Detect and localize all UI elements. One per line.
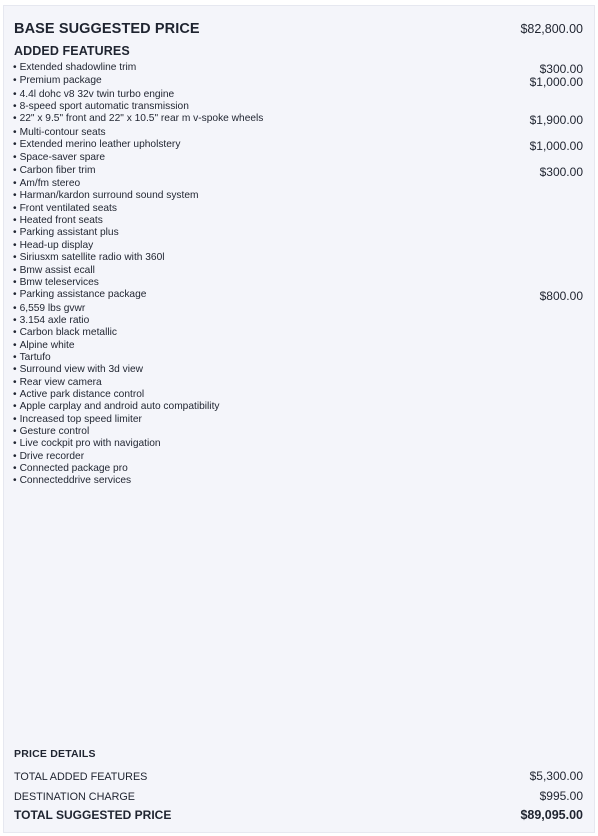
feature-item [13,364,583,376]
bullet-icon: • [13,388,17,400]
feature-name: 22" x 9.5" front and 22" x 10.5" rear m v-spoke wheels [19,113,264,125]
feature-name: Space-saver spare [19,152,106,164]
bullet-icon: • [13,438,17,450]
feature-name: Extended merino leather upholstery [19,139,181,151]
bullet-icon: • [13,190,17,202]
bullet-icon: • [13,376,17,388]
feature-name: 6,559 lbs gvwr [19,302,86,314]
feature-item [13,327,583,339]
feature-name: 3.154 axle ratio [19,314,90,326]
feature-name: Carbon black metallic [19,327,117,339]
bullet-icon: • [13,152,17,164]
feature-item [13,152,583,164]
feature-name: Connected package pro [19,463,128,474]
destination-charge-label: DESTINATION CHARGE [14,791,135,803]
feature-item [13,127,583,139]
base-price-value: $82,800.00 [520,22,583,36]
feature-item [13,190,583,202]
feature-item [13,289,583,302]
total-added-features-label: TOTAL ADDED FEATURES [14,771,148,783]
feature-name: Surround view with 3d view [19,364,144,376]
feature-price: $300.00 [539,62,583,76]
feature-item [13,401,583,413]
base-price-row [14,21,583,37]
feature-item [13,315,583,327]
bullet-icon: • [13,364,17,376]
feature-name: Live cockpit pro with navigation [19,438,161,450]
base-price-label: BASE SUGGESTED PRICE [14,21,200,37]
feature-name: Gesture control [19,425,90,437]
total-suggested-price-label: TOTAL SUGGESTED PRICE [14,808,172,822]
feature-name: Apple carplay and android auto compatibility [19,401,220,413]
feature-name: Parking assistance package [19,289,147,301]
feature-item [13,414,583,426]
feature-name: Bmw assist ecall [19,264,95,276]
bullet-icon: • [13,264,17,276]
feature-item [13,265,583,277]
bullet-icon: • [13,314,17,326]
feature-item [13,352,583,364]
feature-name: Parking assistant plus [19,227,119,239]
feature-name: 4.4l dohc v8 32v twin turbo engine [19,88,175,100]
feature-name: Drive recorder [19,450,85,462]
bullet-icon: • [13,227,17,239]
feature-item [13,113,583,126]
feature-item [13,101,583,113]
bullet-icon: • [13,450,17,462]
feature-item [13,139,583,152]
feature-item [13,438,583,450]
feature-item [13,89,583,101]
destination-charge-row [14,789,583,809]
feature-item [13,451,583,463]
feature-item [13,252,583,264]
feature-item [13,62,583,75]
feature-name: Front ventilated seats [19,202,117,214]
bullet-icon: • [13,413,17,425]
feature-price: $1,900.00 [529,113,583,128]
feature-name: Connecteddrive services [19,475,132,487]
price-details-title: PRICE DETAILS [14,748,96,760]
feature-item [13,215,583,227]
feature-item [13,75,583,88]
feature-name: Premium package [19,75,102,87]
bullet-icon: • [13,425,17,437]
bullet-icon: • [13,252,17,264]
bullet-icon: • [13,202,17,214]
feature-price: $800.00 [539,289,583,304]
feature-item [13,227,583,239]
bullet-icon: • [13,351,17,363]
feature-name: Heated front seats [19,215,103,227]
bullet-icon: • [13,113,17,125]
bullet-icon: • [13,239,17,251]
bullet-icon: • [13,302,17,314]
bullet-icon: • [13,101,17,113]
bullet-icon: • [13,215,17,227]
feature-name: Increased top speed limiter [19,413,142,425]
bullet-icon: • [13,164,17,176]
bullet-icon: • [13,62,17,73]
feature-name: Alpine white [19,339,75,351]
feature-price: $300.00 [539,164,583,179]
feature-price: $1,000.00 [529,75,583,90]
bullet-icon: • [13,475,17,487]
destination-charge-value: $995.00 [539,789,583,803]
feature-item [13,475,583,487]
feature-name: Active park distance control [19,388,145,400]
bullet-icon: • [13,463,17,474]
bullet-icon: • [13,276,17,288]
feature-item [13,377,583,389]
total-suggested-price-value: $89,095.00 [520,808,583,822]
feature-item [13,277,583,289]
feature-item [13,389,583,401]
total-added-features-value: $5,300.00 [529,769,583,783]
feature-name: Multi-contour seats [19,126,106,138]
feature-item [13,303,583,315]
bullet-icon: • [13,75,17,87]
feature-name: Carbon fiber trim [19,164,96,176]
price-sheet [3,5,595,833]
feature-item [13,165,583,178]
feature-item [13,203,583,215]
feature-name: Siriusxm satellite radio with 360l [19,252,165,264]
feature-name: Head-up display [19,239,94,251]
total-suggested-price-row [14,808,583,822]
added-features-list [13,62,583,488]
feature-item [13,463,583,475]
bullet-icon: • [13,401,17,413]
feature-name: Am/fm stereo [19,178,81,190]
feature-item [13,178,583,190]
price-details-section [14,748,583,822]
feature-name: Tartufo [19,351,51,363]
feature-item [13,240,583,252]
feature-name: Harman/kardon surround sound system [19,190,199,202]
total-added-features-row [14,769,583,789]
bullet-icon: • [13,327,17,339]
bullet-icon: • [13,178,17,190]
feature-name: 8-speed sport automatic transmission [19,101,189,113]
feature-price: $1,000.00 [529,139,583,154]
added-features-title: ADDED FEATURES [14,44,130,58]
feature-item [13,340,583,352]
feature-name: Extended shadowline trim [19,62,137,73]
feature-item [13,426,583,438]
bullet-icon: • [13,339,17,351]
bullet-icon: • [13,126,17,138]
bullet-icon: • [13,289,17,301]
feature-name: Bmw teleservices [19,276,99,288]
bullet-icon: • [13,88,17,100]
bullet-icon: • [13,139,17,151]
feature-name: Rear view camera [19,376,102,388]
